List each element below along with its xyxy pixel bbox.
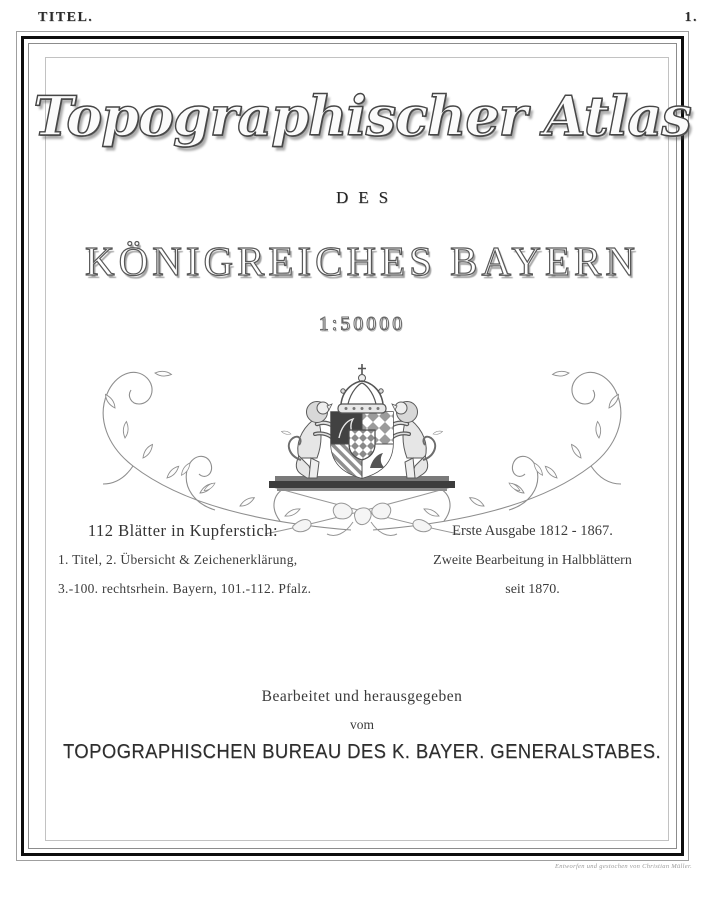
edition-block xyxy=(415,523,650,598)
atlas-title-des: DES xyxy=(335,188,399,207)
contents-line-2: 1. Titel, 2. Übersicht & Zeichenerklärung, xyxy=(58,552,298,567)
edition-line-1: Erste Ausgabe 1812 - 1867. xyxy=(452,523,613,539)
imprint-line-2: vom xyxy=(349,717,374,732)
contents-block xyxy=(58,521,312,610)
shield xyxy=(331,412,393,480)
lion-left xyxy=(281,402,337,479)
imprint-line-1: Bearbeitet und herausgegeben xyxy=(261,688,463,705)
coat-of-arms xyxy=(269,364,455,491)
publisher-line: TOPOGRAPHISCHEN BUREAU DES K. BAYER. GENERALSTABES. xyxy=(62,741,662,763)
atlas-subtitle: KÖNIGREICHES BAYERN xyxy=(85,238,639,284)
sheet-label: TITEL. xyxy=(38,10,94,25)
atlas-main-title: Topographischer Atlas xyxy=(33,84,691,148)
sheet-number: 1. xyxy=(684,10,698,25)
engraver-credit: Entworfen und gestochen von Christian Müller. xyxy=(555,863,692,870)
edition-line-2: Zweite Bearbeitung in Halbblättern xyxy=(433,553,632,568)
edition-line-3: seit 1870. xyxy=(505,582,560,597)
map-scale: 1:50000 xyxy=(318,313,406,335)
lion-right xyxy=(387,402,443,479)
crown-icon xyxy=(338,364,386,413)
contents-heading: 112 Blätter in Kupferstich: xyxy=(87,521,279,540)
coat-of-arms-ornament xyxy=(55,338,669,548)
contents-line-3: 3.-100. rechtsrhein. Bayern, 101.-112. Pfalz. xyxy=(58,581,312,596)
